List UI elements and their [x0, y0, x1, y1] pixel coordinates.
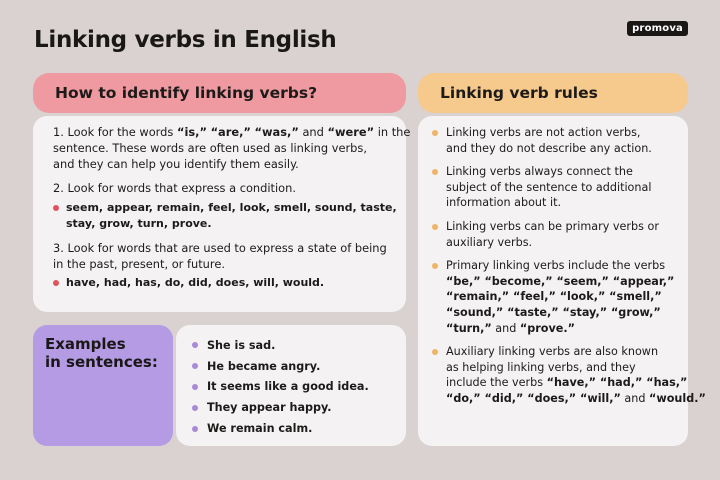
page-title: Linking verbs in English	[34, 27, 337, 53]
rule-1-line-1: Linking verbs are not action verbs,	[446, 126, 641, 139]
rule-2-line-3: information about it.	[446, 196, 562, 210]
rule-4-verbs-1: “be,” “become,” “seem,” “appear,”	[446, 274, 675, 288]
word-were: “were”	[327, 125, 375, 139]
bullet-dot-icon	[53, 205, 59, 211]
rule-4-verbs-4: “turn,”	[446, 321, 492, 335]
bullet-dot-icon	[192, 426, 198, 432]
step-1-line-1	[53, 125, 411, 141]
rule-item-1	[432, 125, 674, 156]
examples-label-line-1: Examples	[45, 335, 126, 353]
bullet-dot-icon	[192, 342, 198, 348]
rule-2-line-1: Linking verbs always connect the	[446, 165, 633, 179]
step-1-suffix: in the	[374, 125, 411, 139]
rule-5-verbs-2: “do,” “did,” “does,” “will,”	[446, 391, 621, 405]
step-3-line-2: in the past, present, or future.	[53, 256, 225, 271]
rule-4-verbs-2: “remain,” “feel,” “look,” “smell,”	[446, 290, 662, 304]
rule-4-line-1: Primary linking verbs include the verbs	[446, 259, 666, 273]
bullet-dot-icon	[192, 363, 198, 369]
list-item	[192, 377, 390, 398]
rule-5-and: and	[620, 391, 650, 405]
sentence-text: It seems like a good idea.	[207, 380, 369, 394]
step-1-line-3: and they can help you identify them easily.	[53, 156, 299, 171]
rule-5-verbs-3: “would.”	[649, 391, 706, 405]
bullet-dot-icon	[432, 130, 438, 136]
step-1-and: and	[298, 125, 328, 139]
rule-4-verbs-3: “sound,” “taste,” “stay,” “grow,”	[446, 305, 661, 319]
condition-verbs-bullet	[53, 200, 397, 232]
examples-label-line-2: in sentences:	[45, 353, 158, 371]
sentence-text: He became angry.	[207, 359, 321, 373]
step-1-prefix: 1. Look for the words	[53, 125, 177, 139]
sentence-text: We remain calm.	[207, 422, 313, 436]
bullet-dot-icon	[432, 263, 438, 269]
condition-verbs-line-1: seem, appear, remain, feel, look, smell, sound, taste,	[66, 201, 397, 215]
bullet-dot-icon	[432, 349, 438, 355]
step-3	[53, 241, 386, 291]
word-was: “was,”	[254, 125, 299, 139]
rule-4-and: and	[491, 321, 520, 335]
rules-card	[418, 116, 706, 446]
word-is: “is,”	[176, 125, 207, 139]
sentences-card	[176, 325, 406, 446]
step-1-line-2: sentence. These words are often used as linking verbs,	[53, 140, 367, 155]
list-item	[192, 418, 390, 439]
rule-3-line-1: Linking verbs can be primary verbs or	[446, 219, 659, 233]
state-verbs-bullet	[53, 275, 386, 291]
bullet-dot-icon	[192, 384, 198, 390]
rule-3-line-2: auxiliary verbs.	[446, 235, 533, 249]
rule-item-2	[432, 164, 674, 211]
list-item	[192, 335, 390, 356]
rule-5-line-2: as helping linking verbs, and they	[446, 360, 636, 374]
state-verbs-text: have, had, has, do, did, does, will, would.	[66, 276, 325, 290]
step-2	[53, 181, 397, 231]
identify-card	[33, 116, 411, 312]
rules-heading	[418, 73, 688, 113]
rule-5-line-4	[446, 391, 706, 407]
rule-5-prefix: include the verbs	[446, 376, 547, 390]
rule-5-line-1: Auxiliary linking verbs are also known	[446, 345, 659, 359]
rule-5-line-3	[446, 375, 706, 391]
rule-4-line-3	[446, 289, 674, 305]
rule-item-3	[432, 219, 674, 250]
sentence-text: They appear happy.	[207, 401, 332, 415]
rule-4-line-2	[446, 274, 674, 290]
bullet-dot-icon	[432, 169, 438, 175]
step-2-text: 2. Look for words that express a condition.	[53, 181, 296, 196]
bullet-dot-icon	[432, 224, 438, 230]
rule-item-4	[432, 258, 674, 336]
condition-verbs-line-2: stay, grow, turn, prove.	[66, 216, 212, 230]
bullet-dot-icon	[192, 405, 198, 411]
step-3-line-1: 3. Look for words that are used to express a state of being	[53, 240, 387, 255]
examples-label-box	[33, 325, 173, 446]
bullet-dot-icon	[53, 280, 59, 286]
list-item	[192, 397, 390, 418]
rule-4-verbs-5: “prove.”	[519, 321, 575, 335]
rule-4-line-5	[446, 321, 674, 337]
step-1	[53, 125, 411, 172]
rule-5-verbs-1: “have,” “had,” “has,”	[546, 376, 688, 390]
promova-logo: promova	[627, 21, 688, 36]
rule-item-5	[432, 344, 706, 406]
rule-4-line-4	[446, 305, 674, 321]
rules-heading-text: Linking verb rules	[440, 84, 598, 102]
sentence-text: She is sad.	[207, 338, 276, 352]
rule-2-line-2: subject of the sentence to additional	[446, 180, 652, 194]
rule-1-line-2: and they do not describe any action.	[446, 141, 652, 155]
word-are: “are,”	[210, 125, 251, 139]
identify-heading	[33, 73, 406, 113]
list-item	[192, 356, 390, 377]
identify-heading-text: How to identify linking verbs?	[55, 84, 318, 102]
